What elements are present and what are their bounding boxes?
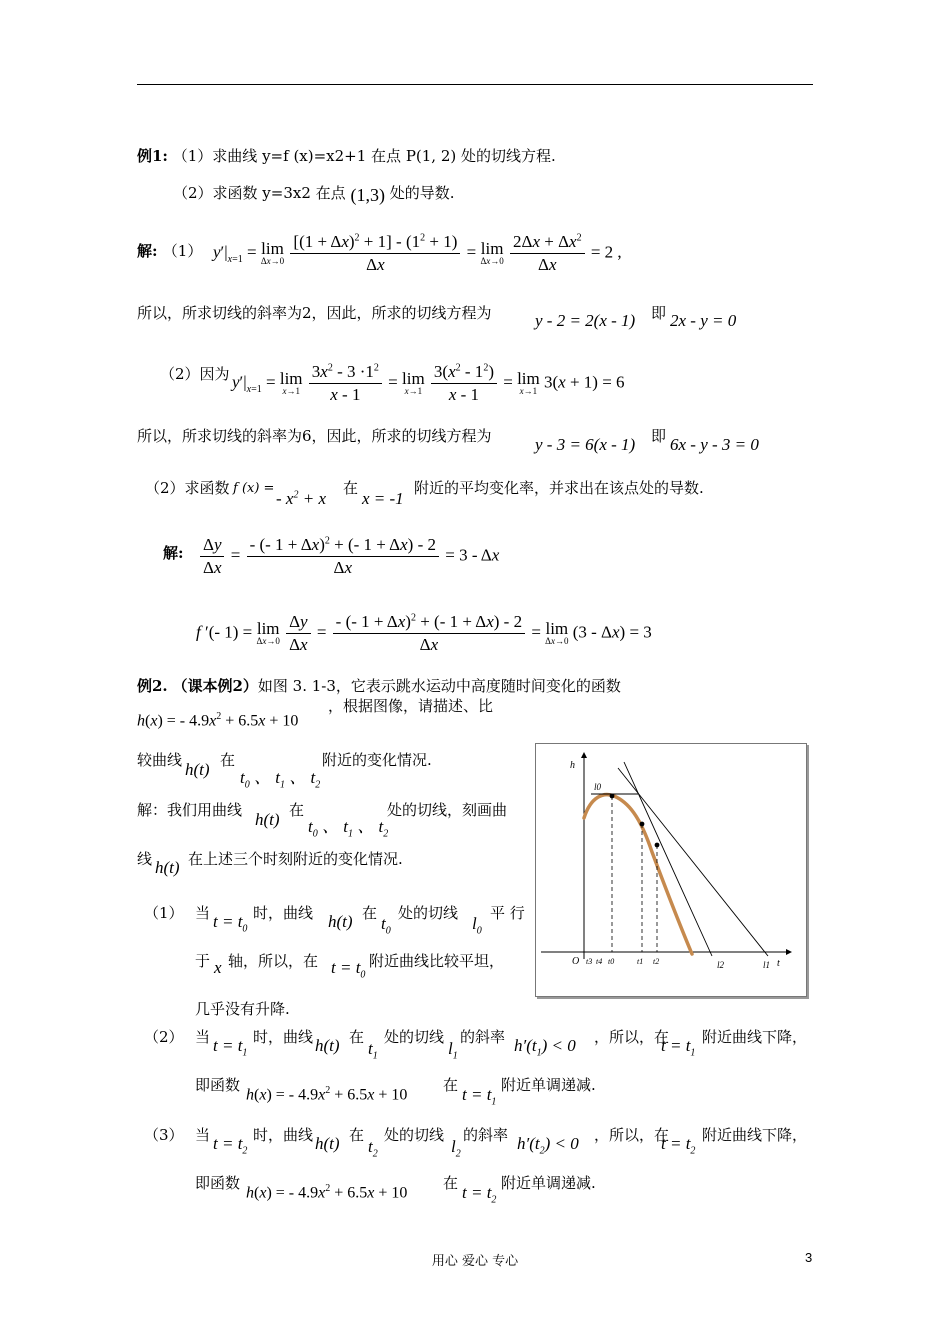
item1-b: 时，曲线 [253, 904, 314, 922]
point-t2 [655, 843, 660, 848]
item3-eq: $t = t_2$ [213, 1134, 248, 1157]
item3-ht: h(t) [315, 1134, 340, 1153]
item3-num: （3） [144, 1126, 184, 1144]
example2-sol3b: 在上述三个时刻附近的变化情况. [188, 850, 403, 868]
item3-func: h(x) = - $4.9x^2 + 6.5x + 10$ [246, 1183, 408, 1202]
example1-line2 [173, 182, 455, 203]
item1-x: x [214, 958, 222, 977]
item3-f: 附近曲线下降， [702, 1126, 808, 1144]
solution1-eq2: y - 3 = 6(x - 1) [535, 435, 636, 454]
example2-sol: 解：我们用曲线 [137, 801, 243, 819]
label-t4: t4 [596, 957, 603, 966]
item3-zai: 在 [349, 1126, 365, 1144]
label-l1: l1 [763, 960, 771, 970]
label-t2: t2 [653, 957, 660, 966]
label-O: O [572, 956, 580, 967]
item2-ht: h(t) [315, 1036, 340, 1055]
item1-c: 处的切线 [398, 904, 459, 922]
item2-num: （2） [144, 1028, 184, 1046]
solution1-conclusion2: 所以，所求切线的斜率为6，因此，所求的切线方程为 [137, 427, 492, 445]
example1-part1: （1）求曲线 y=f (x)=x2+1 在点 P(1, 2) 处的切线方程. [172, 147, 556, 165]
item3-d: 的斜率 [463, 1126, 509, 1144]
tangent-l2 [624, 762, 712, 956]
problem2-func-expr: - $x^2 + x$ [276, 489, 326, 508]
example2-line1 [137, 676, 621, 696]
example2-zai-2: 在 [289, 801, 305, 819]
item2-eq: $t = t_1$ [213, 1036, 248, 1059]
label-t0: t0 [608, 957, 615, 966]
item1-a: 当 [195, 904, 211, 922]
example1-part2-prefix: （2）求函数 y=3x2 在点 [173, 184, 346, 202]
item1-t0: $t_0$ [381, 914, 391, 937]
example2-times-2: $t_0$ 、 $t_1$ 、 $t_2$ [308, 817, 389, 840]
problem2-sol-label: 解: [163, 544, 184, 562]
item2-l1: $l_1$ [448, 1039, 458, 1062]
example2-func: h(x) = - $4.9x^2 + 6.5x + 10$ [137, 711, 299, 730]
label-l2: l2 [717, 960, 725, 970]
item3-g: 即函数 [195, 1174, 241, 1192]
item1-eq2: $t = t_0$ [331, 958, 366, 981]
page-number: 3 [805, 1250, 813, 1265]
item1-eq: $t = t_0$ [213, 912, 248, 935]
solution1-formula1: $y'|_{x=1} = \lim$ Δx→0 $\frac{[(1 + \Delta x)^2 + 1] - (1^2 + 1)}{\Delta x}$ = lim Δx→0 $\frac{2\Delta x + \Delta x^2}{\Delta x}$ = 2 , [213, 232, 622, 274]
item1-zai: 在 [362, 904, 378, 922]
item2-g: 即函数 [195, 1076, 241, 1094]
example2-zai-1: 在 [220, 751, 236, 769]
footer-motto: 用心 爱心 专心 [431, 1254, 519, 1269]
solution1-label: 解: （1） [137, 242, 203, 260]
solution1-ji: 即 [651, 304, 667, 322]
example2-ht-3: h(t) [155, 858, 180, 877]
problem2-zai: 在 [343, 479, 359, 497]
label-t1: t1 [637, 957, 644, 966]
item2-t1: $t_1$ [368, 1039, 378, 1062]
item1-e: 于 [195, 952, 211, 970]
solution1-ji2: 即 [651, 427, 667, 445]
item1-f: 轴，所以，在 [228, 952, 319, 970]
solution1-eq2b: 6x - y - 3 = 0 [670, 435, 759, 454]
problem2-formula2: f ′(- 1) = lim Δx→0 $\frac{\Delta y}{\Delta x}$ = $\frac{- (- 1 + \Delta x)^2 + (- 1 + \Delta x) - 2}{\Delta x}$ = lim Δx→0 (3 - Δx) = 3 [196, 612, 652, 654]
item2-eq3: $t = t_1$ [462, 1085, 497, 1108]
problem2-formula1: $\frac{\Delta y}{\Delta x}$ = $\frac{- (- 1 + \Delta x)^2 + (- 1 + \Delta x) - 2}{\Delta x}$ = 3 - Δx [198, 535, 499, 578]
item3-c: 处的切线 [384, 1126, 445, 1144]
item2-h: 附近单调递减. [501, 1076, 596, 1094]
point-t0 [610, 794, 615, 799]
item1-num: （1） [144, 904, 184, 922]
example2-ht-1: h(t) [185, 760, 210, 779]
example2-ht-2: h(t) [255, 810, 280, 829]
item2-when: 当 [195, 1028, 211, 1046]
solution1-part2-label: （2）因为 [160, 365, 230, 383]
example2-text1: 如图 3. 1-3，它表示跳水运动中高度随时间变化的函数 [257, 677, 621, 695]
item2-f: 附近曲线下降， [702, 1028, 808, 1046]
label-t: t [777, 958, 780, 969]
item3-zai2: 在 [443, 1174, 459, 1192]
item3-b: 时，曲线 [253, 1126, 314, 1144]
example2-label: 例2. [137, 677, 168, 695]
trajectory-curve [584, 795, 692, 954]
example1-point: (1,3) [350, 185, 385, 205]
solution1-conclusion1: 所以，所求切线的斜率为2，因此，所求的切线方程为 [137, 304, 492, 322]
item3-e: ，所以，在 [594, 1126, 670, 1144]
item1-l0: $l_0$ [472, 914, 482, 937]
example1-label: 例1: [137, 147, 168, 165]
solution1-eq1: y - 2 = 2(x - 1) [535, 311, 636, 330]
item1-d: 平 行 [490, 904, 525, 922]
solution1-formula2: $y'|_{x=1} = \lim$ x→1 $\frac{3x^2 - 3 \cdot 1^2}{x - 1}$ = lim x→1 $\frac{3(x^2 - 1^2)}{x - 1}$ = lim x→1 3(x + 1) = 6 [232, 362, 625, 404]
label-l0: l0 [594, 782, 602, 792]
item2-b: 时，曲线 [253, 1028, 314, 1046]
item3-t2: $t_2$ [368, 1137, 378, 1160]
example1-line1 [137, 146, 556, 166]
example2-text2: ，根据图像，请描述、比 [328, 697, 494, 715]
item3-when: 当 [195, 1126, 211, 1144]
problem2-prefix: （2）求函数 [145, 479, 230, 497]
item1-g: 附近曲线比较平坦， [369, 952, 505, 970]
example2-line2: 较曲线 [137, 751, 183, 769]
point-t1 [640, 822, 645, 827]
item3-eq3: $t = t_2$ [462, 1183, 497, 1206]
item3-ineq: $h'(t_2) < 0$ [517, 1134, 579, 1157]
item3-l2: $l_2$ [451, 1137, 461, 1160]
item2-func: h(x) = - $4.9x^2 + 6.5x + 10$ [246, 1085, 408, 1104]
problem2-func: f (x) = [233, 481, 275, 496]
header-rule [137, 84, 813, 85]
tangent-figure [535, 743, 807, 997]
item2-eq2: $t = t_1$ [661, 1036, 696, 1059]
label-t3: t3 [586, 957, 593, 966]
item3-h: 附近单调递减. [501, 1174, 596, 1192]
label-h: h [570, 760, 575, 771]
item3-eq2: $t = t_2$ [661, 1134, 696, 1157]
t-axis-arrow-icon [786, 949, 792, 955]
example2-sol3: 线 [137, 850, 153, 868]
item2-zai2: 在 [443, 1076, 459, 1094]
example2-source: （课本例2） [172, 677, 258, 695]
item1-h: 几乎没有升降. [195, 1000, 290, 1018]
tangent-figure-svg [536, 744, 806, 996]
item2-e: ，所以，在 [594, 1028, 670, 1046]
example2-times-1: $t_0$ 、 $t_1$ 、 $t_2$ [240, 768, 321, 791]
h-axis-arrow-icon [581, 752, 587, 758]
example2-sol2: 处的切线，刻画曲 [387, 801, 508, 819]
item2-ineq: $h'(t_1) < 0$ [514, 1036, 576, 1059]
example1-part2-suffix: 处的导数. [389, 184, 455, 202]
item2-zai: 在 [349, 1028, 365, 1046]
example2-line2b: 附近的变化情况. [322, 751, 432, 769]
item2-c: 处的切线 [384, 1028, 445, 1046]
item1-ht: h(t) [328, 912, 353, 931]
problem2-suffix: 附近的平均变化率，并求出在该点处的导数. [414, 479, 704, 497]
solution1-eq1b: 2x - y = 0 [670, 311, 737, 330]
tangent-l1 [618, 768, 768, 956]
problem2-point: x = -1 [362, 489, 404, 508]
item2-d: 的斜率 [460, 1028, 506, 1046]
